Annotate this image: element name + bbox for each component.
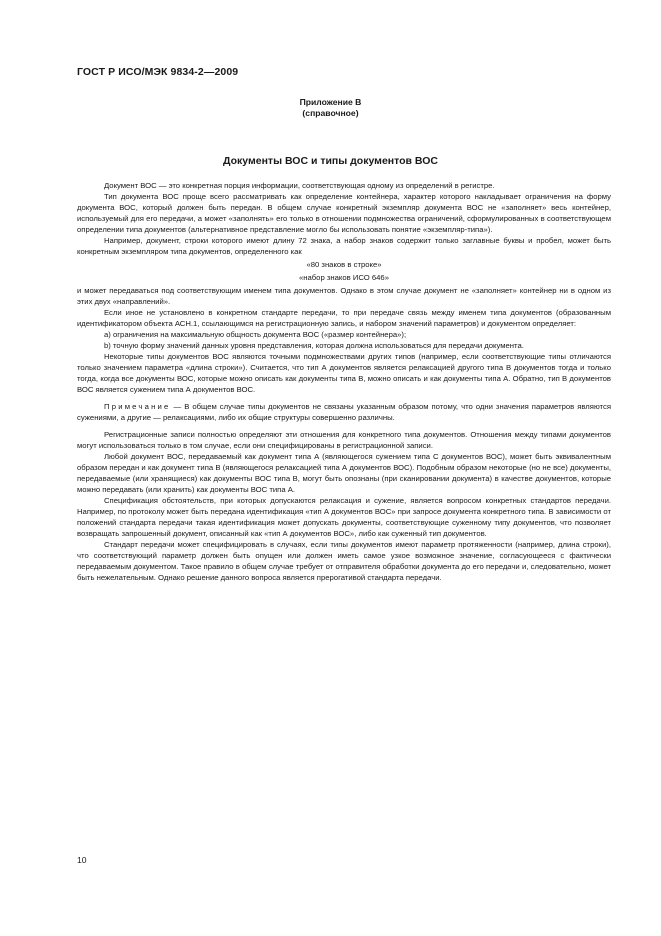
- paragraph-8: Любой документ ВОС, передаваемый как документ типа А (являющегося сужением типа С документов ВОС), может быть эквивалентным образом передан и как документ типа В (являющегося релаксацией типа А документов ВОС). Подобным образом некоторые (но не все) документы, передаваемые (или хранящиеся) как документы ВОС типа В, могут быть опознаны (при сканировании документа) в качестве документов, которые можно передавать (или хранить) как документы ВОС типа А.: [77, 452, 611, 494]
- paragraph-1: Документ ВОС — это конкретная порция информации, соответствующая одному из определений в регистре.: [104, 181, 495, 190]
- paragraph-6: Некоторые типы документов ВОС являются точными подмножествами других типов (например, если соответствующие типы отличаются только значением параметра «длина строки»). Считается, что тип А документов является релаксацией другого типа В документов тогда и только тогда, когда все документы ВОС, которые можно описать как документы типа В, можно описать и как документы типа А. Обратно, тип В документов ВОС является сужением типа А документов ВОС.: [77, 352, 611, 394]
- body-text: [77, 180, 611, 583]
- quote-line-2: «набор знаков ИСО 646»: [298, 273, 389, 282]
- annex-heading: [0, 97, 661, 119]
- list-item-a: а) ограничения на максимальную общность документа ВОС («размер контейнера»);: [104, 330, 407, 339]
- paragraph-7: Регистрационные записи полностью определяют эти отношения для конкретного типа документов. Отношения между типами документов могут использоваться только в том случае, если они специфицированы в регистрационной записи.: [77, 430, 611, 450]
- paragraph-4: и может передаваться под соответствующим именем типа документов. Однако в этом случае документ не «заполняет» контейнер ни в одном из этих двух «направлений».: [77, 286, 611, 306]
- page-number: 10: [77, 855, 87, 865]
- note-paragraph: [77, 401, 611, 423]
- note-text: — В общем случае типы документов не связаны указанным образом потому, что одни значения параметров являются сужениями, а другие — релаксациями, либо их общие структуры совершенно различны.: [77, 402, 611, 422]
- quote-line-1: «80 знаков в строке»: [306, 260, 382, 269]
- annex-note: (справочное): [302, 108, 359, 118]
- paragraph-2: Тип документа ВОС проще всего рассматривать как определение контейнера, характер которого накладывает ограничения на форму документа ВОС, который должен быть передан. В общем случае конкретный экземпляр документа ВОС не «заполняет» весь контейнер, используемый для его передачи, а может «заполнять» его только в отношении подмножества ограничений, сформулированных в соответствующем определении типа документов (альтернативное представление могло бы использовать понятие «экземпляр-типа»).: [77, 192, 611, 234]
- paragraph-5: Если иное не установлено в конкретном стандарте передачи, то при передаче связь между именем типа документов (образованным идентификатором объекта АСН.1, ссылающимся на регистрационную запись, и набором значений параметров) и документом определяет:: [77, 308, 611, 328]
- annex-title: Приложение В: [299, 97, 362, 107]
- note-label: Примечание: [104, 402, 171, 411]
- paragraph-10: Стандарт передачи может специфицировать в случаях, если типы документов имеют параметр протяженности (например, длина строки), что соответствующий параметр должен быть опущен или должен иметь самое узкое возможное значение, согласующееся с фактически передаваемым документом. Такое правило в общем случае требует от отправителя обработки документа до его передачи и, следовательно, может быть нежелательным. Однако решение данного вопроса является прерогативой стандарта передачи.: [77, 540, 611, 582]
- paragraph-3: Например, документ, строки которого имеют длину 72 знака, а набор знаков содержит только заглавные буквы и пробел, может быть конкретным экземпляром типа документов, определенного как: [77, 236, 611, 256]
- section-title: Документы ВОС и типы документов ВОС: [223, 155, 438, 167]
- paragraph-9: Спецификация обстоятельств, при которых допускаются релаксация и сужение, является вопросом конкретных стандартов передачи. Например, по протоколу может быть передана идентификация «тип А документов ВОС» при запросе документа конкретного типа. В зависимости от положений стандарта передачи такая идентификация может допускать документы, соответствующие суженному типу документов, что позволяет возвращать запрошенный документ, описанный как «тип А документов ВОС», либо как суженный тип документов.: [77, 496, 611, 538]
- list-item-b: b) точную форму значений данных уровня представления, которая должна использоваться для передачи документа.: [104, 341, 524, 350]
- standard-header: ГОСТ Р ИСО/МЭК 9834-2—2009: [77, 66, 239, 78]
